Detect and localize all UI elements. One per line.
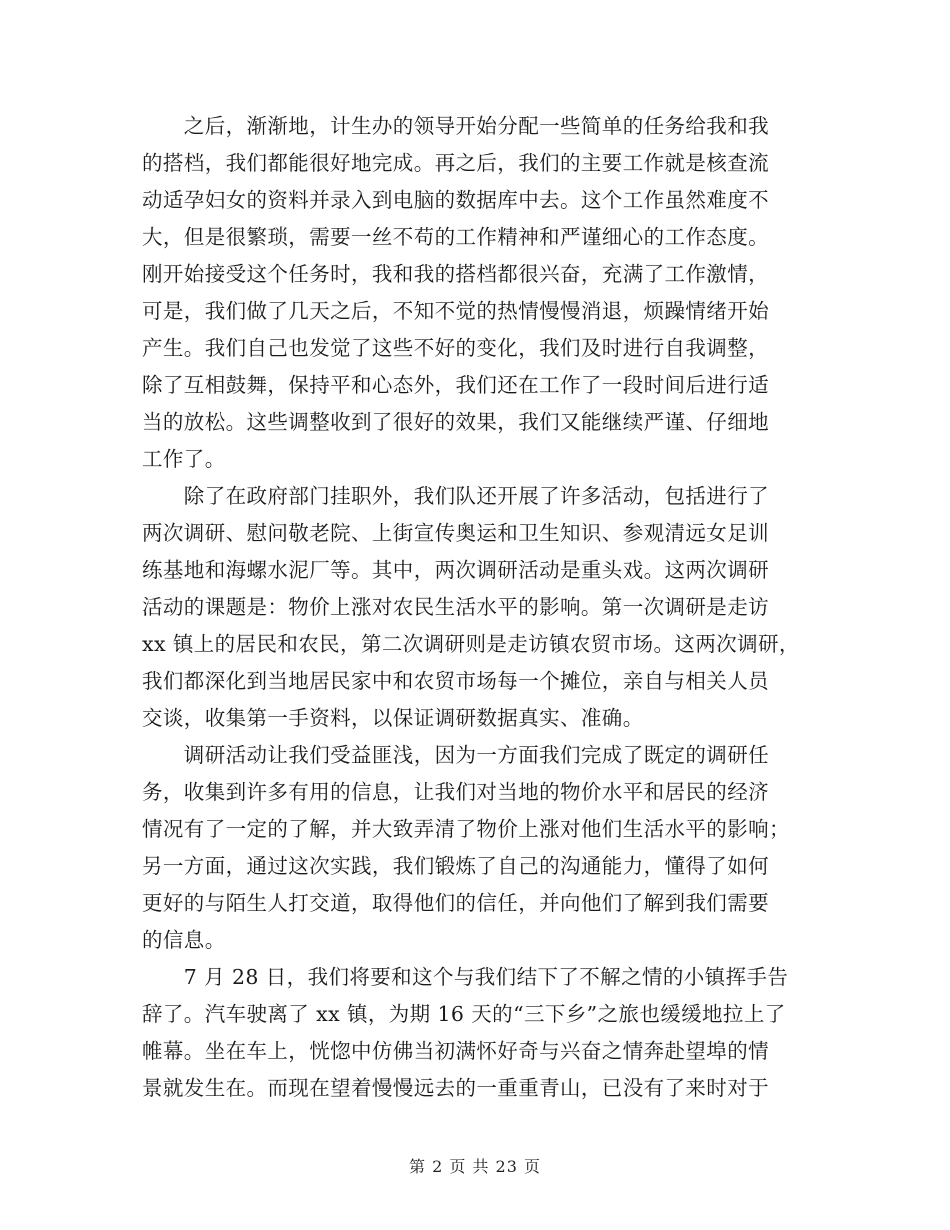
- text-line: 可是，我们做了几天之后，不知不觉的热情慢慢消退，烦躁情绪开始: [142, 299, 769, 323]
- text-line: 工作了。: [142, 447, 226, 471]
- text-line: 7 月 28 日，我们将要和这个与我们结下了不解之情的小镇挥手告: [142, 965, 789, 989]
- text-line: 帷幕。坐在车上，恍惚中仿佛当初满怀好奇与兴奋之情奔赴望埠的情: [142, 1039, 769, 1063]
- text-line: 动适孕妇女的资料并录入到电脑的数据库中去。这个工作虽然难度不: [142, 188, 769, 212]
- text-line: 除了互相鼓舞，保持平和心态外，我们还在工作了一段时间后进行适: [142, 373, 769, 397]
- text-line: 另一方面，通过这次实践，我们锻炼了自己的沟通能力，懂得了如何: [142, 854, 769, 878]
- text-line: 两次调研、慰问敬老院、上街宣传奥运和卫生知识、参观清远女足训: [142, 521, 769, 545]
- text-line: 除了在政府部门挂职外，我们队还开展了许多活动，包括进行了: [142, 484, 769, 508]
- text-line: 情况有了一定的了解，并大致弄清了物价上涨对他们生活水平的影响；: [142, 817, 790, 841]
- text-line: xx 镇上的居民和农民，第二次调研则是走访镇农贸市场。这两次调研，: [142, 632, 800, 656]
- text-line: 练基地和海螺水泥厂等。其中，两次调研活动是重头戏。这两次调研: [142, 558, 769, 582]
- text-line: 产生。我们自己也发觉了这些不好的变化，我们及时进行自我调整，: [142, 336, 769, 360]
- text-line: 大，但是很繁琐，需要一丝不苟的工作精神和严谨细心的工作态度。: [142, 225, 769, 249]
- text-line: 辞了。汽车驶离了 xx 镇，为期 16 天的“三下乡”之旅也缓缓地拉上了: [142, 1002, 786, 1026]
- text-line: 务，收集到许多有用的信息，让我们对当地的物价水平和居民的经济: [142, 780, 769, 804]
- body-text: [142, 108, 812, 1107]
- text-line: 的信息。: [142, 928, 226, 952]
- text-line: 活动的课题是：物价上涨对农民生活水平的影响。第一次调研是走访: [142, 595, 769, 619]
- text-line: 更好的与陌生人打交道，取得他们的信任，并向他们了解到我们需要: [142, 891, 769, 915]
- text-line: 交谈，收集第一手资料，以保证调研数据真实、准确。: [142, 706, 644, 730]
- text-line: 当的放松。这些调整收到了很好的效果，我们又能继续严谨、仔细地: [142, 410, 769, 434]
- text-line: 景就发生在。而现在望着慢慢远去的一重重青山，已没有了来时对于: [142, 1076, 769, 1100]
- page-footer: 第 2 页 共 23 页: [409, 1157, 541, 1176]
- text-line: 调研活动让我们受益匪浅，因为一方面我们完成了既定的调研任: [142, 743, 769, 767]
- text-line: 刚开始接受这个任务时，我和我的搭档都很兴奋，充满了工作激情，: [142, 262, 769, 286]
- text-line: 之后，渐渐地，计生办的领导开始分配一些简单的任务给我和我: [142, 114, 769, 138]
- text-line: 我们都深化到当地居民家中和农贸市场每一个摊位，亲自与相关人员: [142, 669, 769, 693]
- text-line: 的搭档，我们都能很好地完成。再之后，我们的主要工作就是核查流: [142, 151, 769, 175]
